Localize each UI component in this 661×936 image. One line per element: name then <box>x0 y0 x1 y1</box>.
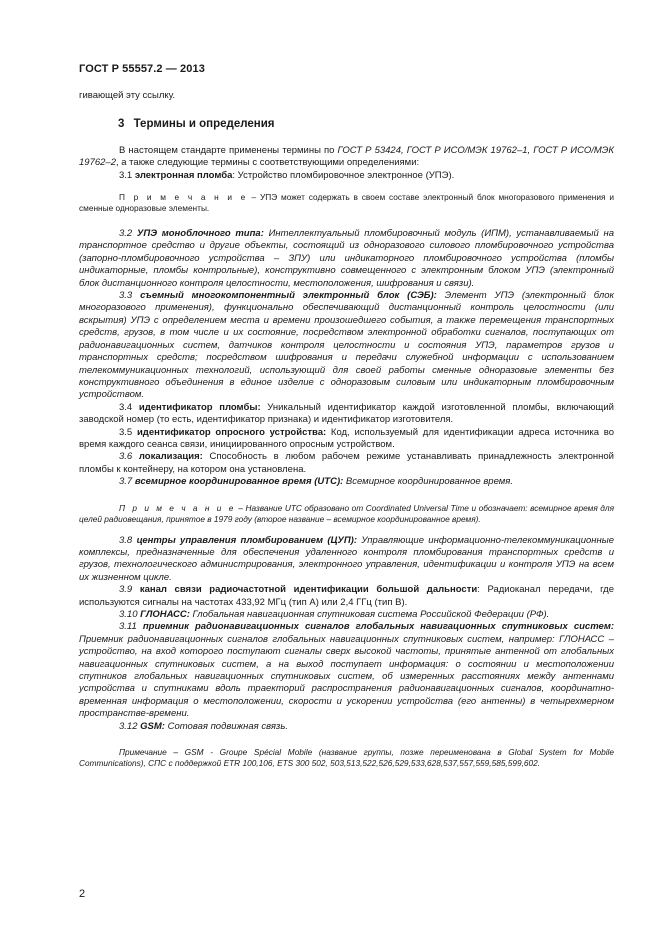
lead-text: В настоящем стандарте применены термины по <box>119 144 338 156</box>
page-body <box>79 90 614 769</box>
note-3-7 <box>79 503 614 525</box>
term-number: 3.7 <box>119 476 133 488</box>
note-label: Примечание <box>119 747 167 758</box>
term-name: съемный многокомпонентный электронный блок (СЭБ): <box>140 290 437 302</box>
term-3-6 <box>79 451 614 476</box>
term-definition: Интеллектуальный пломбировочный модуль (ИПМ), устанавливаемый на транспортное средство и другие объекты, состоящий из одноразового силового пломбировочного устройства (запорно-пломбировочного устройства – ЗПУ) или индикаторного пломбировочного устройства (пломбы индикаторные, пломбы контрольные), конструктивно совмещенного с электронным блоком УПЭ (электронный блок дистанционного контроля целостности, местоположения, шифрования и связи). <box>79 228 615 289</box>
term-number: 3.5 <box>119 426 133 438</box>
term-number: 3.10 <box>119 609 138 620</box>
term-definition: Уникальный идентификатор каждой изготовленной пломбы, включающий заводской номер (то есть, идентификатор признака) и идентификатор изготовителя. <box>79 401 614 426</box>
note-text: – GSM - Groupe Spécial Mobile (название группы, позже переименована в Global System for Mobile Communications), СПС с поддержкой ETR 100,106, ETS 300 502, 503,513,522,526,529,533,628,537,557,559,585,599,602. <box>79 747 614 769</box>
term-3-1 <box>79 170 614 182</box>
term-definition: : Радиоканал передачи, где используются сигналы на частотах 433,92 МГц (тип А) или 2,4 ГГц (тип В). <box>79 584 615 608</box>
term-name: всемирное координированное время (UTC): <box>134 476 344 488</box>
term-number: 3.1 <box>119 169 133 181</box>
page-number: 2 <box>79 888 86 900</box>
note-text: – УПЭ может содержать в своем составе электронный блок многоразового применения и сменные одноразовые элементы. <box>79 192 614 214</box>
term-3-8 <box>79 535 614 585</box>
term-name: идентификатор опросного устройства: <box>136 426 327 438</box>
term-3-11 <box>79 621 614 720</box>
term-definition: Способность в любом рабочем режиме устанавливать принадлежность электронной пломбы к контейнеру, на котором она установлена. <box>79 451 614 475</box>
document-header: ГОСТ Р 55557.2 — 2013 <box>79 63 205 75</box>
term-definition: Элемент УПЭ (электронный блок многоразового применения), функционально обеспечивающий дистанционный контроль целостности (или вскрытия) УПЭ с определением места и времени произошедшего события, а также перемещения транспортных средств, грузов, в том числе и их состояние, посредством электронной обработки сигналов, поступающих от радионавигационных систем, датчиков контроля целостности и состояния УПЭ, параметров грузов и транспортных средств; посредством шифрования и передачи служебной информации с использованием телекоммуникационных технологий, использующий для своей работы сменные одноразовые элементы без конструктивного объединения в единое изделие с одноразовым силовым или индикаторным пломбировочным устройством. <box>79 290 614 401</box>
term-number: 3.2 <box>119 228 133 240</box>
term-definition: Сотовая подвижная связь. <box>164 720 288 732</box>
term-name: приемник радионавигационных сигналов глобальных навигационных спутниковых систем: <box>142 621 615 633</box>
term-number: 3.3 <box>119 290 133 302</box>
lead-refs: ГОСТ Р 53424, ГОСТ Р ИСО/МЭК 19762–1, ГОСТ Р ИСО/МЭК 19762–2 <box>79 144 614 169</box>
term-3-4 <box>79 402 614 427</box>
term-number: 3.4 <box>119 401 133 413</box>
intro-fragment: гивающей эту ссылку. <box>79 90 176 101</box>
term-number: 3.9 <box>119 584 133 596</box>
note-label: П р и м е ч а н и е <box>119 502 236 513</box>
term-definition: Всемирное координированное время. <box>343 476 513 488</box>
term-name: GSM: <box>140 720 165 732</box>
term-definition: : Устройство пломбировочное электронное (УПЭ). <box>232 169 455 181</box>
term-name: идентификатор пломбы: <box>138 401 261 413</box>
term-number: 3.11 <box>119 621 137 633</box>
note-label: П р и м е ч а н и е <box>119 192 248 203</box>
note-3-12 <box>79 747 614 769</box>
lead-text-end: , а также следующие термины с соответствующими определениями: <box>115 157 420 169</box>
section-title: Термины и определения <box>133 118 275 131</box>
term-3-12 <box>79 721 614 733</box>
term-number: 3.8 <box>119 534 133 546</box>
note-text: – Название UTC образовано от Coordinated Universal Time и обозначает: всемирное время для целей радиовещания, принятое в 1979 году (второе название – всемирное координированное время). <box>79 502 615 524</box>
note-3-1 <box>79 192 614 214</box>
term-definition: Код, используемый для идентификации адреса источника во время каждого сеанса связи, инициированного опросным устройством. <box>79 426 615 450</box>
term-name: центры управления пломбированием (ЦУП): <box>136 534 357 546</box>
term-3-5 <box>79 427 614 452</box>
lead-paragraph <box>79 145 614 170</box>
term-name: канал связи радиочастотной идентификации большой дальности <box>139 584 478 596</box>
term-definition: Приемник радионавигационных сигналов глобальных навигационных спутниковых систем, например: ГЛОНАСС – устройство, на вход которого поступают сигналы сверх высокой частоты, принятые антенной от глобальных навигационных спутниковых систем, а на выход поступает информация: о состоянии и местоположении спутников глобальных навигационных спутниковых систем, об измеренных расстояниях между антеннами устройства и спутниками вдоль траекторий распространения радионавигационных сигналов, координатно-временная информация о местоположении, скорости и ускорении устройства (его антенны) в четырехмерном пространстве-времени. <box>79 633 614 720</box>
term-3-7 <box>79 476 614 488</box>
term-name: УПЭ моноблочного типа: <box>136 228 264 240</box>
term-name: ГЛОНАСС: <box>140 609 190 620</box>
term-3-9 <box>79 584 614 609</box>
term-number: 3.12 <box>119 720 138 732</box>
term-number: 3.6 <box>119 451 133 463</box>
term-definition: Управляющие информационно-телекоммуникационные комплексы, предназначенные для обеспечения удаленного контроля пломбирования транспортных средств и грузов, технологического администрирования, электронного управления, идентификации и контроля УПЭ на всем их жизненном цикле. <box>79 534 614 583</box>
section-heading <box>118 118 614 130</box>
term-3-3 <box>79 290 614 402</box>
term-name: локализация: <box>138 451 203 463</box>
term-3-2 <box>79 228 614 290</box>
term-3-10 <box>79 609 614 621</box>
term-name: электронная пломба <box>134 169 233 181</box>
section-number: 3 <box>118 118 125 131</box>
term-definition: Глобальная навигационная спутниковая система Российской Федерации (РФ). <box>189 609 550 620</box>
